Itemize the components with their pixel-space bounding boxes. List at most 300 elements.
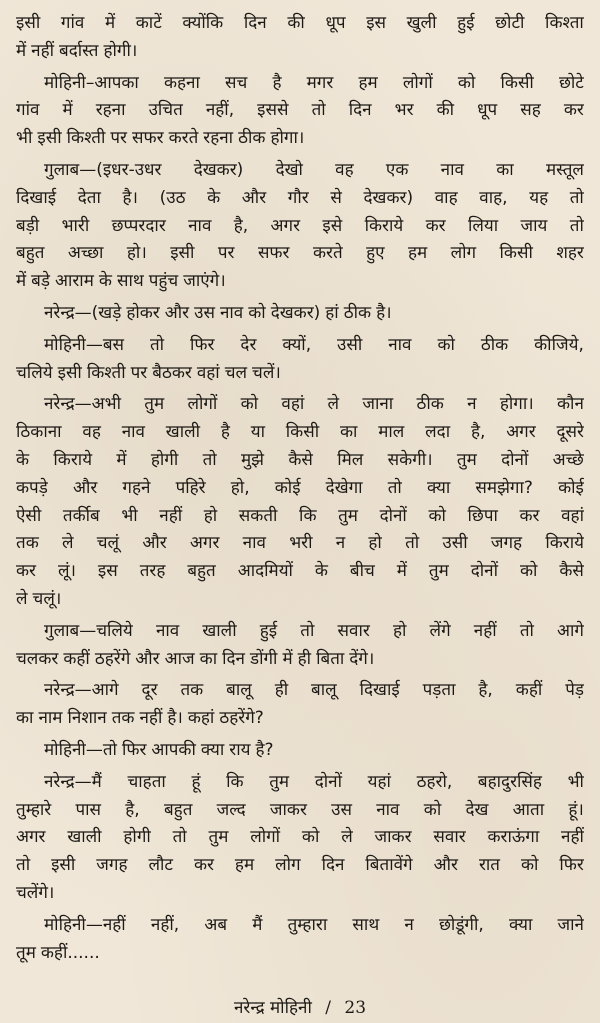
word: गहने xyxy=(122,477,151,498)
word: मस्तूल xyxy=(545,159,584,180)
word: चलें। xyxy=(252,362,281,383)
word: देखकर) xyxy=(363,187,414,208)
word: सच xyxy=(225,72,248,93)
word: गौर xyxy=(287,187,309,208)
word: बीच xyxy=(349,561,375,582)
word: को xyxy=(248,302,266,323)
word: किश्ती xyxy=(66,128,106,149)
word: क्योंकि xyxy=(182,13,224,33)
word: जाना xyxy=(362,394,394,415)
word: बितावेंगे xyxy=(365,855,413,876)
word: भी xyxy=(16,128,33,149)
word: तरह xyxy=(139,561,166,582)
text-line xyxy=(16,185,584,213)
text-line xyxy=(16,213,584,241)
word: आराम xyxy=(54,271,94,292)
word: चलेंगे। xyxy=(16,882,55,903)
word: कहां xyxy=(187,708,215,729)
word: और xyxy=(135,648,160,669)
word: गांव xyxy=(16,100,40,121)
word: किसी xyxy=(285,422,320,443)
word: निशान xyxy=(67,708,107,729)
word: फिर xyxy=(559,855,584,876)
footer-separator: / xyxy=(325,998,331,1018)
word: खाली xyxy=(165,422,201,443)
word: तो xyxy=(311,100,326,121)
word: तुम्हारा xyxy=(287,914,328,935)
word: की xyxy=(436,100,455,121)
word: अच्छे xyxy=(552,449,584,470)
word: कर xyxy=(193,855,214,876)
word: पास xyxy=(75,799,102,820)
paragraph xyxy=(16,10,584,66)
word: है, xyxy=(478,680,493,701)
word: हूं। xyxy=(568,799,584,820)
word: कैसे xyxy=(559,561,584,582)
word: कौन xyxy=(556,394,584,415)
word: कहीं xyxy=(63,648,90,669)
paragraph xyxy=(16,677,584,733)
word: देखकर) xyxy=(193,159,244,180)
word: किराये xyxy=(364,215,404,236)
word: लौट xyxy=(148,855,173,876)
word: सह xyxy=(520,100,541,121)
word: खुली xyxy=(406,13,437,33)
word: इसी xyxy=(57,362,82,383)
word: और xyxy=(164,302,190,323)
word: दिन xyxy=(222,648,245,669)
text-line xyxy=(16,268,584,296)
word: देर xyxy=(240,334,257,355)
word: चलूं। xyxy=(32,588,62,609)
text-line xyxy=(16,10,584,38)
paragraph xyxy=(16,70,584,153)
word: यहां xyxy=(367,771,391,792)
word: को xyxy=(240,394,259,415)
word: चाहता xyxy=(127,771,166,792)
word: आदमियों xyxy=(237,561,293,582)
word: देखेगा xyxy=(325,477,363,498)
word: रहना xyxy=(95,100,126,121)
word: हो xyxy=(203,505,218,526)
word: मगर xyxy=(306,72,334,93)
word: और xyxy=(433,855,458,876)
word: आता xyxy=(512,799,545,820)
word: छोडूंगी, xyxy=(439,914,484,935)
word: होगी xyxy=(123,827,151,848)
word: ठहरो, xyxy=(416,771,453,792)
word: कहना xyxy=(163,72,200,93)
word: दिन xyxy=(243,13,267,33)
word: नाव xyxy=(440,159,464,180)
word: तो xyxy=(569,215,584,236)
word: जाने xyxy=(557,914,584,935)
word: के xyxy=(16,449,30,470)
word: है। xyxy=(122,187,138,208)
word: है। xyxy=(167,708,183,729)
word: कीजिये, xyxy=(534,334,584,355)
word: भारी xyxy=(61,215,90,236)
word: नरेन्द्र—(खड़े xyxy=(44,302,122,323)
text-line xyxy=(16,70,584,98)
word: वाह, xyxy=(479,187,508,208)
page-number: 23 xyxy=(344,998,367,1018)
word: नहीं, xyxy=(150,914,180,935)
word: ठीक xyxy=(238,128,266,149)
word: नरेन्द्र—आगे xyxy=(44,680,119,701)
word: जगह xyxy=(96,855,128,876)
paragraph xyxy=(16,157,584,296)
word: किराये xyxy=(53,449,93,470)
word: सफर xyxy=(257,243,290,264)
word: बर्दास्त xyxy=(59,40,99,61)
word: तूम xyxy=(16,942,36,963)
word: के xyxy=(314,561,328,582)
word: ठहरेंगे xyxy=(94,648,131,669)
word: समझेगा? xyxy=(475,477,533,498)
word: में xyxy=(396,561,407,582)
word: कपड़े xyxy=(16,477,48,498)
word: तुम xyxy=(269,771,290,792)
word: कोई xyxy=(558,477,584,498)
word: चलूं xyxy=(96,533,120,554)
word: तो xyxy=(569,187,584,208)
word: सवार xyxy=(433,827,466,848)
word: कर xyxy=(519,505,540,526)
word: तो xyxy=(405,533,420,554)
word: वह xyxy=(335,159,354,180)
word: नहीं xyxy=(31,40,55,61)
text-line xyxy=(16,38,584,66)
word: वहां xyxy=(561,505,584,526)
word: क्यों, xyxy=(282,334,312,355)
word: को xyxy=(301,827,320,848)
word: छप्परदार xyxy=(111,215,166,236)
word: भी xyxy=(121,505,138,526)
word: फिर xyxy=(121,739,147,760)
word: में xyxy=(16,271,27,292)
text-line xyxy=(16,737,584,765)
word: मुझे xyxy=(240,449,265,470)
word: कहीं...... xyxy=(40,942,100,963)
word: हम xyxy=(358,72,378,93)
word: दिखाई xyxy=(359,680,400,701)
word: लोग xyxy=(275,855,301,876)
word: को xyxy=(428,505,446,526)
word: देता xyxy=(77,187,101,208)
word: क्या xyxy=(508,914,533,935)
word: हम xyxy=(407,243,428,264)
word: वह xyxy=(82,422,101,443)
word: नाव xyxy=(155,620,180,641)
word: करते xyxy=(168,128,199,149)
paragraph xyxy=(16,737,584,765)
word: होगी xyxy=(150,449,179,470)
word: लदा xyxy=(425,422,451,443)
word: है xyxy=(272,72,282,93)
word: और xyxy=(142,533,167,554)
text-line xyxy=(16,824,584,852)
word: मोहिनी—नहीं xyxy=(44,914,126,935)
word: हुई xyxy=(259,620,278,641)
text-line xyxy=(16,880,584,908)
word: फिर xyxy=(190,334,215,355)
word: अगर xyxy=(16,827,46,848)
word: न xyxy=(467,394,477,415)
word: है, xyxy=(125,799,140,820)
word: तो xyxy=(202,449,217,470)
word: छोटी xyxy=(495,13,525,33)
word: होकर xyxy=(126,302,160,323)
body-text xyxy=(16,10,584,967)
word: ले xyxy=(341,827,353,848)
word: डोंगी xyxy=(249,648,278,669)
word: दोनों xyxy=(379,505,407,526)
text-line xyxy=(16,503,584,531)
word: इससे xyxy=(257,100,289,121)
word: कोई xyxy=(274,477,301,498)
word: धूप xyxy=(325,13,346,33)
text-line xyxy=(16,97,584,125)
word: देखो xyxy=(275,159,303,180)
word: है? xyxy=(255,739,274,760)
word: (उठ xyxy=(159,187,186,208)
word: को xyxy=(519,561,538,582)
word: को xyxy=(423,799,442,820)
footer-title: नरेन्द्र मोहिनी xyxy=(233,998,312,1018)
word: कर xyxy=(16,561,37,582)
word: मिल xyxy=(337,449,364,470)
word: काटें xyxy=(135,13,162,33)
word: और xyxy=(241,187,267,208)
word: क्या xyxy=(200,739,225,760)
text-line xyxy=(16,447,584,475)
word: एक xyxy=(385,159,409,180)
word: या xyxy=(250,422,265,443)
word: इसी xyxy=(51,855,76,876)
text-line xyxy=(16,475,584,503)
word: नाव xyxy=(219,302,244,323)
word: भरी xyxy=(289,533,313,554)
word: अगर xyxy=(506,422,536,443)
word: पड़ता xyxy=(422,680,456,701)
word: लोगों xyxy=(402,72,433,93)
text-line xyxy=(16,677,584,705)
word: चलकर xyxy=(16,648,59,669)
word: अच्छा xyxy=(67,243,104,264)
word: तो xyxy=(387,477,402,498)
text-line xyxy=(16,912,584,940)
word: कि xyxy=(299,505,317,526)
word: गुलाब—चलिये xyxy=(44,620,133,641)
word: उसी xyxy=(442,533,468,554)
word: लिया xyxy=(467,215,499,236)
word: बहुत xyxy=(16,243,45,264)
word: उसी xyxy=(337,334,363,355)
word: रहना xyxy=(203,128,234,149)
word: शहर xyxy=(556,243,584,264)
text-line xyxy=(16,940,584,968)
word: नाम xyxy=(38,708,63,729)
paragraph xyxy=(16,769,584,908)
word: नाव xyxy=(376,799,400,820)
word: कर xyxy=(425,215,446,236)
word: कर xyxy=(563,100,584,121)
word: के xyxy=(207,187,221,208)
word: दोनों xyxy=(470,561,498,582)
word: कहीं xyxy=(515,680,543,701)
word: तो xyxy=(149,334,165,355)
word: न xyxy=(335,533,346,554)
word: दिन xyxy=(348,100,372,121)
text-line xyxy=(16,705,584,733)
word: वहां xyxy=(196,362,220,383)
text-line xyxy=(16,240,584,268)
word: करते xyxy=(312,243,343,264)
paragraph xyxy=(16,300,584,328)
word: ही xyxy=(297,648,312,669)
word: देखकर) xyxy=(270,302,321,323)
word: ही xyxy=(274,680,289,701)
word: खाली xyxy=(202,620,237,641)
word: उस xyxy=(331,799,352,820)
word: यह xyxy=(529,187,549,208)
word: मोहिनी—बस xyxy=(44,334,125,355)
word: सफर xyxy=(132,128,164,149)
word: लोगों xyxy=(250,827,281,848)
word: वाह xyxy=(434,187,458,208)
word: का xyxy=(339,422,358,443)
word: हो। xyxy=(126,243,147,264)
text-line xyxy=(16,157,584,185)
word: साथ xyxy=(352,914,380,935)
word: ले xyxy=(16,588,28,609)
word: जाकर xyxy=(269,799,307,820)
word: नहीं xyxy=(139,708,163,729)
word: आज xyxy=(164,648,195,669)
word: हम xyxy=(234,855,255,876)
word: को xyxy=(437,334,455,355)
word: कैसे xyxy=(288,449,313,470)
word: बालू xyxy=(311,680,337,701)
word: कराऊंगा xyxy=(487,827,540,848)
word: तो xyxy=(519,620,534,641)
word: होगा। xyxy=(499,394,534,415)
text-line xyxy=(16,360,584,388)
word: दोनों xyxy=(314,771,343,792)
word: तक xyxy=(111,708,135,729)
word: किसी xyxy=(500,72,534,93)
word: नहीं xyxy=(159,505,183,526)
word: तुम xyxy=(208,827,229,848)
word: दिन xyxy=(321,855,345,876)
word: ले xyxy=(61,533,74,554)
word: बैठकर xyxy=(152,362,192,383)
word: हो xyxy=(368,533,382,554)
word: दूसरे xyxy=(556,422,584,443)
word: का xyxy=(16,708,34,729)
word: बालू xyxy=(226,680,252,701)
text-line xyxy=(16,558,584,586)
word: उस xyxy=(194,302,215,323)
paragraph xyxy=(16,391,584,613)
word: हो, xyxy=(230,477,250,498)
word: मोहिनी—तो xyxy=(44,739,117,760)
word: चलिये xyxy=(16,362,53,383)
word: में xyxy=(62,100,73,121)
word: खाली xyxy=(67,827,102,848)
word: तक xyxy=(16,533,39,554)
word: जाकर xyxy=(374,827,412,848)
word: तो xyxy=(300,620,315,641)
word: नहीं xyxy=(473,620,497,641)
word: पर xyxy=(217,243,235,264)
word: इस xyxy=(97,561,118,582)
word: नरेन्द्र—मैं xyxy=(44,771,102,792)
word: लोगों xyxy=(187,394,218,415)
word: दोनों xyxy=(501,449,529,470)
word: पर xyxy=(110,128,127,149)
word: में xyxy=(16,40,27,61)
word: आगे xyxy=(557,620,584,641)
paragraph xyxy=(16,912,584,968)
word: सकेगी। xyxy=(387,449,433,470)
word: ठीक xyxy=(480,334,509,355)
word: तुम xyxy=(338,505,358,526)
text-line xyxy=(16,586,584,614)
word: किश्ता xyxy=(545,13,584,33)
word: लेंगे xyxy=(429,620,451,641)
word: क्या xyxy=(426,477,451,498)
word: ठिकाना xyxy=(16,422,62,443)
word: हुई xyxy=(457,13,475,33)
word: ले xyxy=(327,394,340,415)
text-line xyxy=(16,618,584,646)
word: नहीं xyxy=(561,827,584,848)
word: सवार xyxy=(337,620,370,641)
word: तर्कीब xyxy=(62,505,100,526)
word: जगह xyxy=(490,533,523,554)
word: हुए xyxy=(366,243,385,264)
word: तो xyxy=(16,855,31,876)
word: मोहिनी–आपका xyxy=(44,72,139,93)
word: तुम xyxy=(144,394,165,415)
word: चल xyxy=(224,362,248,383)
text-line xyxy=(16,797,584,825)
word: न xyxy=(404,914,414,935)
word: लूं। xyxy=(57,561,76,582)
word: बड़ी xyxy=(16,215,40,236)
text-line xyxy=(16,769,584,797)
word: जाएंगे। xyxy=(183,271,226,292)
paragraph xyxy=(16,618,584,674)
word: को xyxy=(457,72,476,93)
word: लोग xyxy=(450,243,477,264)
word: अगर xyxy=(189,533,220,554)
word: में xyxy=(104,13,116,33)
word: नहीं, xyxy=(205,100,235,121)
word: है, xyxy=(233,215,249,236)
word: धूप xyxy=(477,100,498,121)
word: गुलाब—(इधर-उधर xyxy=(44,159,162,180)
word: दिखाई xyxy=(16,187,57,208)
word: उचित xyxy=(148,100,183,121)
word: पर xyxy=(130,362,148,383)
word: ऐसी xyxy=(16,505,42,526)
word: इसी xyxy=(16,13,41,33)
word: आपकी xyxy=(151,739,196,760)
word: मैं xyxy=(252,914,263,935)
